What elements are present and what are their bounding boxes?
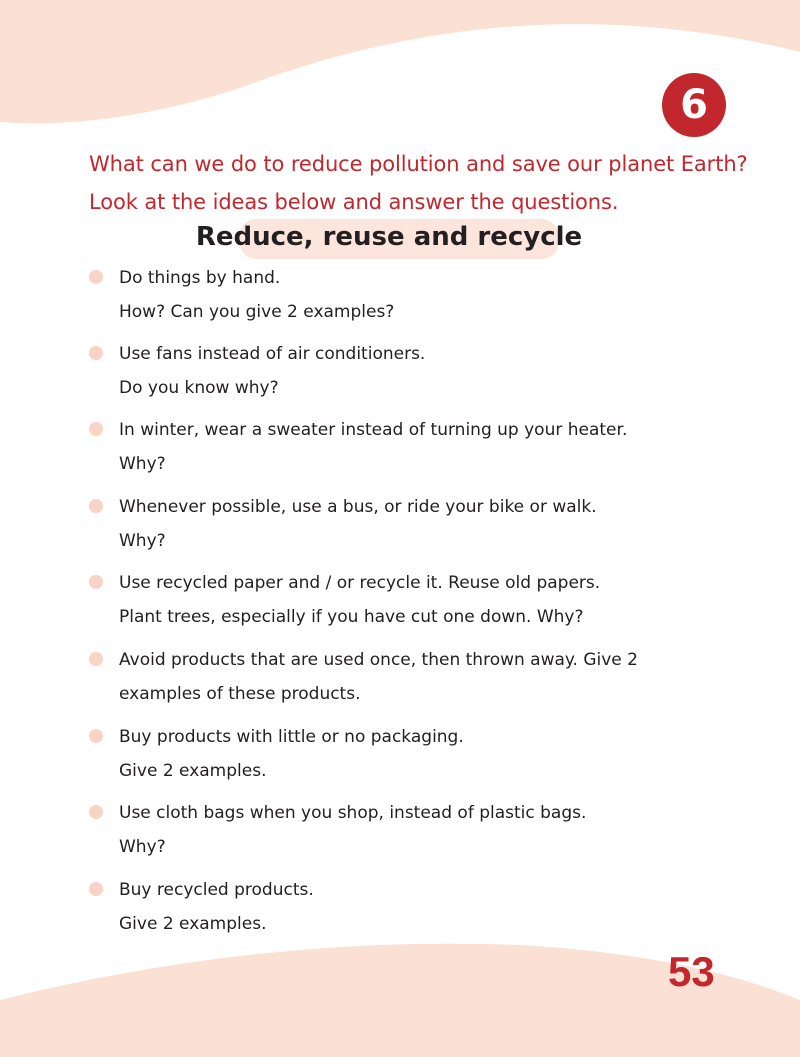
item-question: Why?: [119, 454, 166, 474]
item-text: In winter, wear a sweater instead of turning up your heater.: [119, 420, 628, 440]
bullet-dot: [89, 270, 103, 284]
item-question: Why?: [119, 837, 166, 857]
bullet-dot: [89, 346, 103, 360]
bullet-dot: [89, 575, 103, 589]
item-text: Use fans instead of air conditioners.: [119, 344, 426, 364]
item-question: examples of these products.: [119, 684, 361, 704]
item-text: Avoid products that are used once, then thrown away. Give 2: [119, 650, 638, 670]
item-question: Give 2 examples.: [119, 914, 267, 934]
bullet-dot: [89, 805, 103, 819]
list-item: [89, 261, 769, 329]
item-text: Buy recycled products.: [119, 880, 314, 900]
list-item: [89, 643, 769, 711]
list-item: [89, 566, 769, 634]
lesson-number: 6: [680, 82, 708, 128]
bullet-dot: [89, 422, 103, 436]
list-item: [89, 490, 769, 558]
item-text: Use recycled paper and / or recycle it. Reuse old papers.: [119, 573, 601, 593]
item-text: Buy products with little or no packaging.: [119, 727, 464, 747]
intro-text: What can we do to reduce pollution and save our planet Earth? Look at the ideas below and answer the questions.: [89, 152, 748, 214]
list-item: [89, 796, 769, 864]
bullet-dot: [89, 729, 103, 743]
item-text: Do things by hand.: [119, 268, 281, 288]
item-question: Give 2 examples.: [119, 761, 267, 781]
item-question: Do you know why?: [119, 378, 279, 398]
list-item: [89, 413, 769, 481]
list-item: [89, 720, 769, 788]
list-item: [89, 873, 769, 941]
item-question: Why?: [119, 531, 166, 551]
list-item: [89, 337, 769, 405]
item-question: How? Can you give 2 examples?: [119, 302, 395, 322]
page-number: 53: [668, 948, 715, 995]
item-text: Whenever possible, use a bus, or ride your bike or walk.: [119, 497, 597, 517]
item-text: Use cloth bags when you shop, instead of plastic bags.: [119, 803, 587, 823]
item-question: Plant trees, especially if you have cut one down. Why?: [119, 607, 584, 627]
bullet-dot: [89, 652, 103, 666]
bullet-dot: [89, 882, 103, 896]
bullet-dot: [89, 499, 103, 513]
page-title-text: Reduce, reuse and recycle: [195, 222, 583, 252]
